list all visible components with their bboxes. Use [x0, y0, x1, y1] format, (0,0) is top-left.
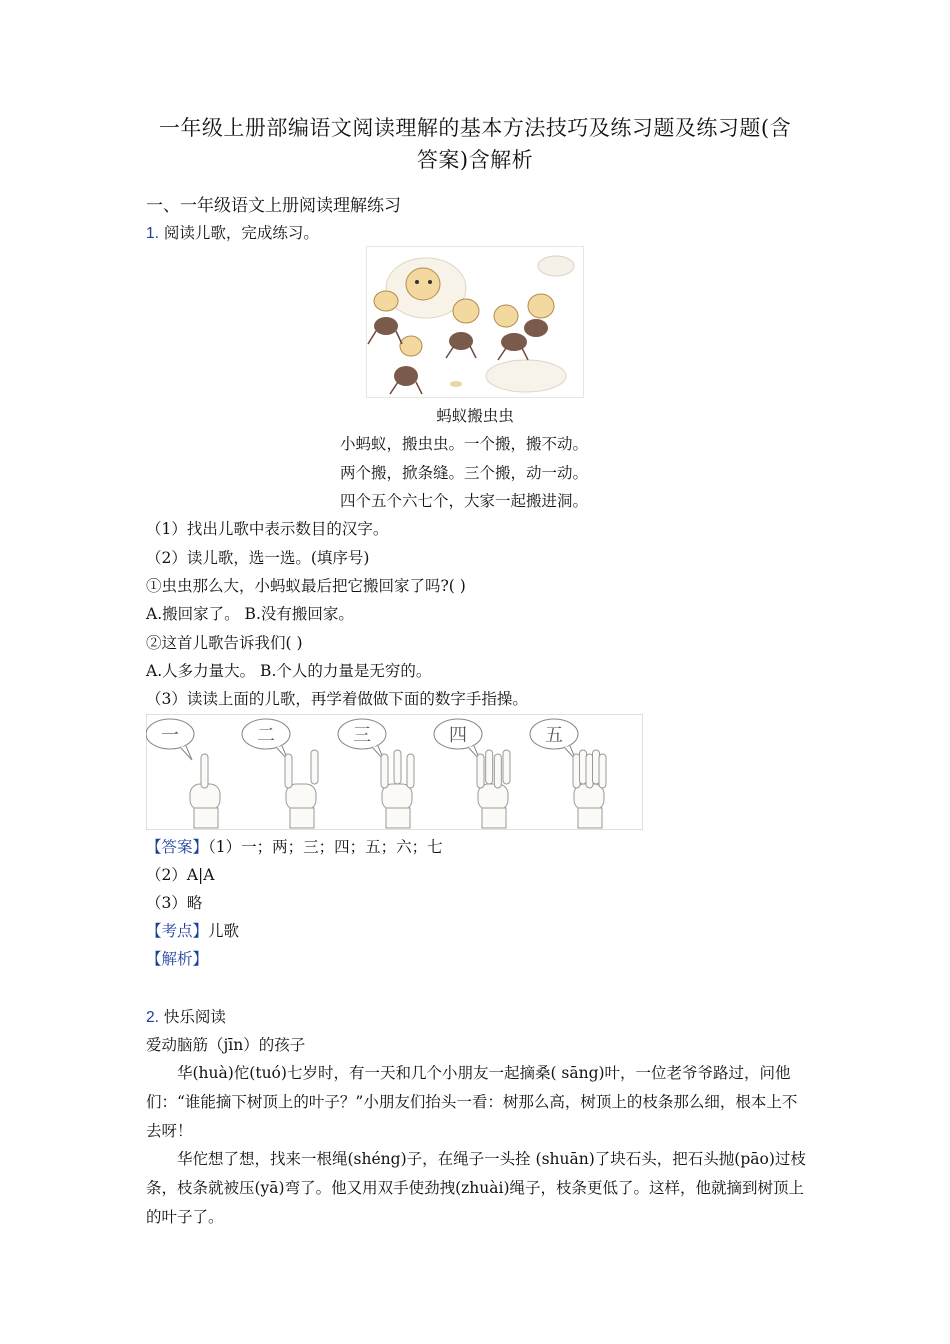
poem-line-2: 两个搬，掀条缝。三个搬，动一动。: [340, 464, 589, 482]
hand-finger: [593, 750, 600, 784]
finger-label-5: 五: [545, 725, 563, 746]
answer-2: （2）A|A: [146, 866, 215, 884]
analysis-line: [146, 948, 208, 970]
question-number: 1: [146, 225, 155, 242]
finger-label-4: 四: [449, 725, 467, 746]
question-1-prompt: 1. 阅读儿歌，完成练习。: [146, 224, 319, 242]
hand-wrist: [290, 808, 314, 828]
hand-finger: [486, 750, 493, 784]
finger-drawing: [146, 714, 643, 830]
hand-finger: [573, 754, 580, 788]
hand-finger: [311, 750, 318, 784]
item-1-options: A.搬回家了。 B.没有搬回家。: [146, 605, 354, 623]
analysis-tag: 【解析】: [146, 950, 209, 968]
hand-wrist: [578, 808, 602, 828]
hand-finger: [494, 754, 501, 788]
point-tag: 【考点】: [146, 922, 209, 940]
hand-wrist: [386, 808, 410, 828]
item-2-options: A.人多力量大。 B.个人的力量是无穷的。: [146, 662, 432, 680]
answer-1: （1）一；两；三；四；五；六；七: [208, 838, 443, 856]
hand-wrist: [194, 808, 218, 828]
subquestion-3: （3）读读上面的儿歌，再学着做做下面的数字手指操。: [146, 690, 528, 708]
subquestion-2: （2）读儿歌，选一选。(填序号): [146, 549, 370, 567]
question-text: 阅读儿歌，完成练习。: [163, 224, 319, 242]
subquestion-1: （1）找出儿歌中表示数目的汉字。: [146, 520, 389, 538]
title-line-2: 答案)含解析: [416, 148, 534, 172]
finger-label-2: 二: [257, 725, 275, 746]
hand-finger: [394, 750, 401, 784]
question-2-prompt: 2. 快乐阅读: [146, 1008, 226, 1026]
point-text: 儿歌: [208, 922, 240, 940]
hand-finger: [285, 754, 292, 788]
hand-finger: [381, 754, 388, 788]
finger-counting-illustration: [146, 714, 643, 830]
hand-finger: [503, 750, 510, 784]
point-line: [146, 920, 239, 942]
title-line-1: 一年级上册部编语文阅读理解的基本方法技巧及练习题及练习题(含: [158, 116, 792, 140]
answer-tag: 【答案】: [146, 838, 209, 856]
hand-finger: [599, 754, 606, 788]
item-2: ②这首儿歌告诉我们( ): [146, 634, 303, 652]
poem-line-1: 小蚂蚁，搬虫虫。一个搬，搬不动。: [340, 435, 589, 453]
document-title: [130, 112, 820, 176]
ants-illustration: [366, 246, 584, 398]
question-2-number: 2: [146, 1009, 155, 1026]
hand-finger: [201, 754, 208, 788]
poem-line-3: 四个五个六七个，大家一起搬进洞。: [340, 492, 589, 510]
section-heading: 一、一年级语文上册阅读理解练习: [146, 196, 401, 216]
finger-label-1: 一: [161, 725, 179, 746]
story-paragraph-2: 华佗想了想，找来一根绳(shéng)子，在绳子一头拴 (shuān)了块石头，把石头抛(pāo)过枝条，枝条就被压(yā)弯了。他又用双手使劲拽(zhuài)绳子，枝条更低了。这样，他就摘到树顶上的叶子了。: [146, 1150, 806, 1226]
hand-wrist: [482, 808, 506, 828]
answer-line-1: [146, 836, 443, 858]
story-title: 爱动脑筋（jīn）的孩子: [146, 1036, 306, 1054]
answer-3: （3）略: [146, 894, 203, 912]
hand-finger: [580, 750, 587, 784]
poem-title: 蚂蚁搬虫虫: [436, 407, 514, 425]
hand-finger: [407, 754, 414, 788]
ants-drawing: [366, 246, 584, 398]
hand-finger: [586, 754, 593, 788]
finger-label-3: 三: [353, 725, 371, 746]
hand-finger: [477, 754, 484, 788]
story-paragraph-1: 华(huà)佗(tuó)七岁时，有一天和几个小朋友一起摘桑( sāng)叶，一位老爷爷路过，问他们：“谁能摘下树顶上的叶子？”小朋友们抬头一看：树那么高，树顶上的枝条那么细，根本上不去呀！: [146, 1064, 798, 1140]
question-2-text: 快乐阅读: [163, 1008, 226, 1026]
item-1: ①虫虫那么大，小蚂蚁最后把它搬回家了吗?( ): [146, 577, 466, 595]
